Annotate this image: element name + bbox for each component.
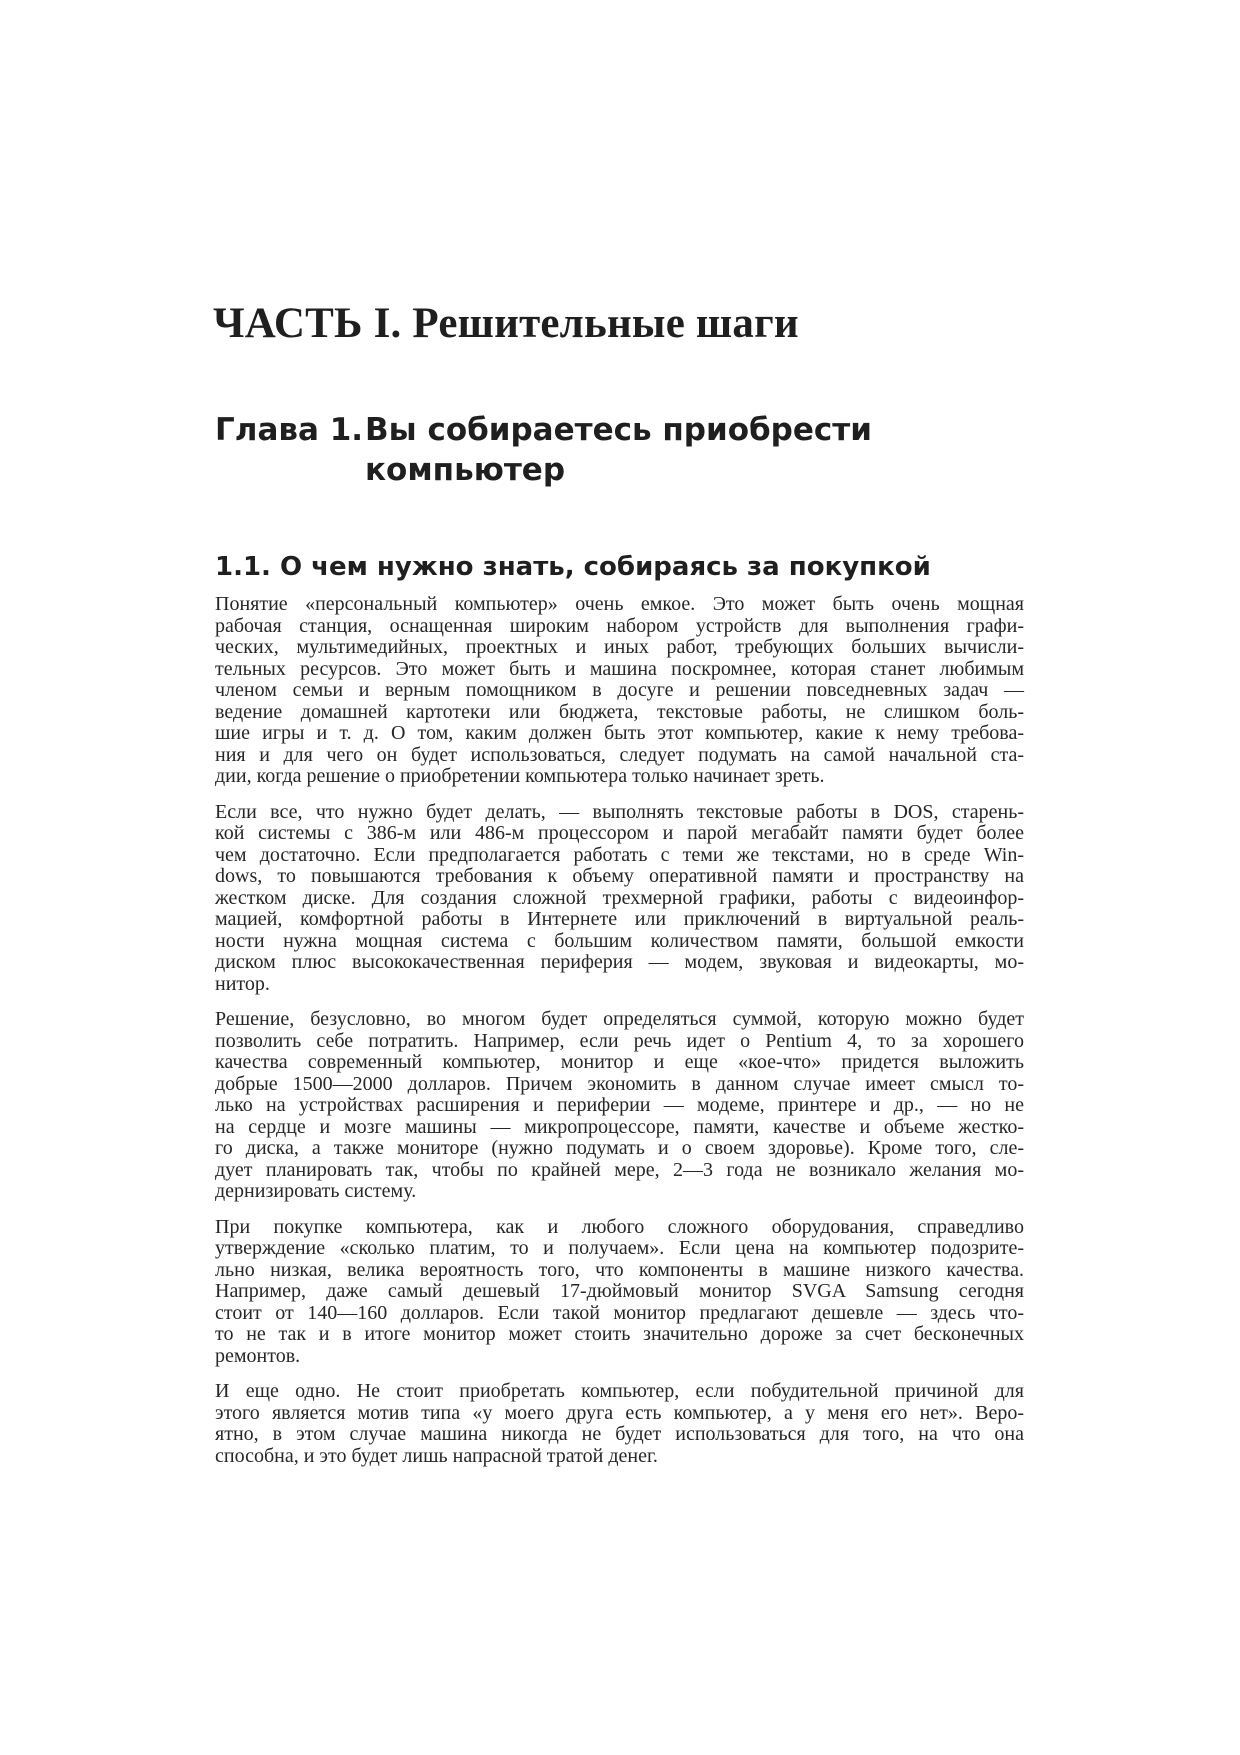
text-line: dows, то повышаются требования к объему оперативной памяти и пространству на — [215, 865, 1024, 887]
text-line: рабочая станция, оснащенная широким набором устройств для выполнения графи- — [215, 614, 1024, 637]
text-line: кой системы с 386-м или 486-м процессором и парой мегабайт памяти будет более — [215, 822, 1024, 844]
text-line: жестком диске. Для создания сложной трехмерной графики, работы с видеоинфор- — [215, 886, 1024, 909]
paragraph-5 — [215, 1381, 1024, 1467]
text-line: ческих, мультимедийных, проектных и иных работ, требующих больших вычисли- — [215, 636, 1024, 658]
paragraph-3 — [215, 1009, 1024, 1203]
text-line: При покупке компьютера, как и любого сложного оборудования, справедливо — [215, 1215, 1024, 1238]
text-line: лько на устройствах расширения и периферии — модеме, принтере и др., — но не — [215, 1094, 1024, 1116]
text-line: Понятие «персональный компьютер» очень емкое. Это может быть очень мощная — [215, 593, 1024, 615]
text-line: ния и для чего он будет использоваться, следует подумать на самой начальной ста- — [215, 743, 1024, 766]
text-line: мацией, комфортной работы в Интернете или приключений в виртуальной реаль- — [215, 908, 1024, 930]
text-line: Например, даже самый дешевый 17-дюймовый монитор SVGA Samsung сегодня — [215, 1280, 1024, 1302]
text-line: чем достаточно. Если предполагается работать с теми же текстами, но в среде Win- — [215, 843, 1024, 866]
text-line: качества современный компьютер, монитор и еще «кое-что» придется выложить — [215, 1051, 1024, 1073]
text-line: диском плюс высококачественная периферия — модем, звуковая и видеокарты, мо- — [215, 951, 1024, 973]
text-line: дернизировать систему. — [215, 1180, 417, 1202]
part-title: ЧАСТЬ I. Решительные шаги — [213, 300, 799, 347]
text-line: Решение, безусловно, во многом будет определяться суммой, которую можно будет — [215, 1008, 1024, 1030]
section-title: 1.1. О чем нужно знать, собираясь за покупкой — [215, 552, 931, 582]
chapter-heading-first-line — [215, 410, 872, 450]
text-line: дии, когда решение о приобретении компьютера только начинает зреть. — [215, 765, 825, 787]
chapter-label: Глава 1. — [215, 412, 364, 448]
text-line: льно низкая, велика вероятность того, что компоненты в машине низкого качества. — [215, 1258, 1024, 1281]
text-line: способна, и это будет лишь напрасной тратой денег. — [215, 1444, 658, 1467]
text-line: ведение домашней картотеки или бюджета, текстовые работы, не слишком боль- — [215, 700, 1024, 723]
text-line: этого является мотив типа «у моего друга есть компьютер, а у меня его нет». Веро- — [215, 1401, 1024, 1424]
text-line: позволить себе потратить. Например, если речь идет о Pentium 4, то за хорошего — [215, 1029, 1024, 1052]
text-line: И еще одно. Не стоит приобретать компьютер, если побудительной причиной для — [215, 1380, 1024, 1402]
text-line: то не так и в итоге монитор может стоить значительно дороже за счет бесконечных — [215, 1323, 1024, 1345]
text-line: шие игры и т. д. О том, каким должен быть этот компьютер, какие к нему требова- — [215, 722, 1024, 744]
text-line: утверждение «сколько платим, то и получаем». Если цена на компьютер подозрите- — [215, 1237, 1024, 1259]
text-line: нитор. — [215, 972, 270, 995]
text-line: добрые 1500—2000 долларов. Причем экономить в данном случае имеет смысл то- — [215, 1072, 1024, 1095]
chapter-title-line1: Вы собираетесь приобрести — [365, 412, 872, 448]
text-line: Если все, что нужно будет делать, — выполнять текстовые работы в DOS, старень- — [215, 800, 1024, 823]
paragraph-4 — [215, 1217, 1024, 1368]
text-line: тельных ресурсов. Это может быть и машина поскромнее, которая станет любимым — [215, 657, 1024, 680]
text-line: членом семьи и верным помощником в досуге и решении повседневных задач — — [215, 679, 1024, 701]
text-line: ятно, в этом случае машина никогда не будет использоваться для того, на что она — [215, 1423, 1024, 1445]
text-line: на сердце и мозге машины — микропроцессоре, памяти, качестве и объеме жестко- — [215, 1115, 1024, 1138]
text-line: ности нужна мощная система с большим количеством памяти, большой емкости — [215, 929, 1024, 952]
text-line: го диска, а также мониторе (нужно подумать и о своем здоровье). Кроме того, сле- — [215, 1137, 1024, 1159]
paragraph-1 — [215, 594, 1024, 788]
chapter-title-line2: компьютер — [365, 452, 566, 488]
body-text — [215, 594, 1024, 1481]
chapter-heading — [215, 410, 872, 490]
text-line: стоит от 140—160 долларов. Если такой монитор предлагают дешевле — здесь что- — [215, 1301, 1024, 1324]
paragraph-2 — [215, 802, 1024, 996]
text-line: ремонтов. — [215, 1344, 301, 1367]
text-line: дует планировать так, чтобы по крайней мере, 2—3 года не возникало желания мо- — [215, 1158, 1024, 1181]
